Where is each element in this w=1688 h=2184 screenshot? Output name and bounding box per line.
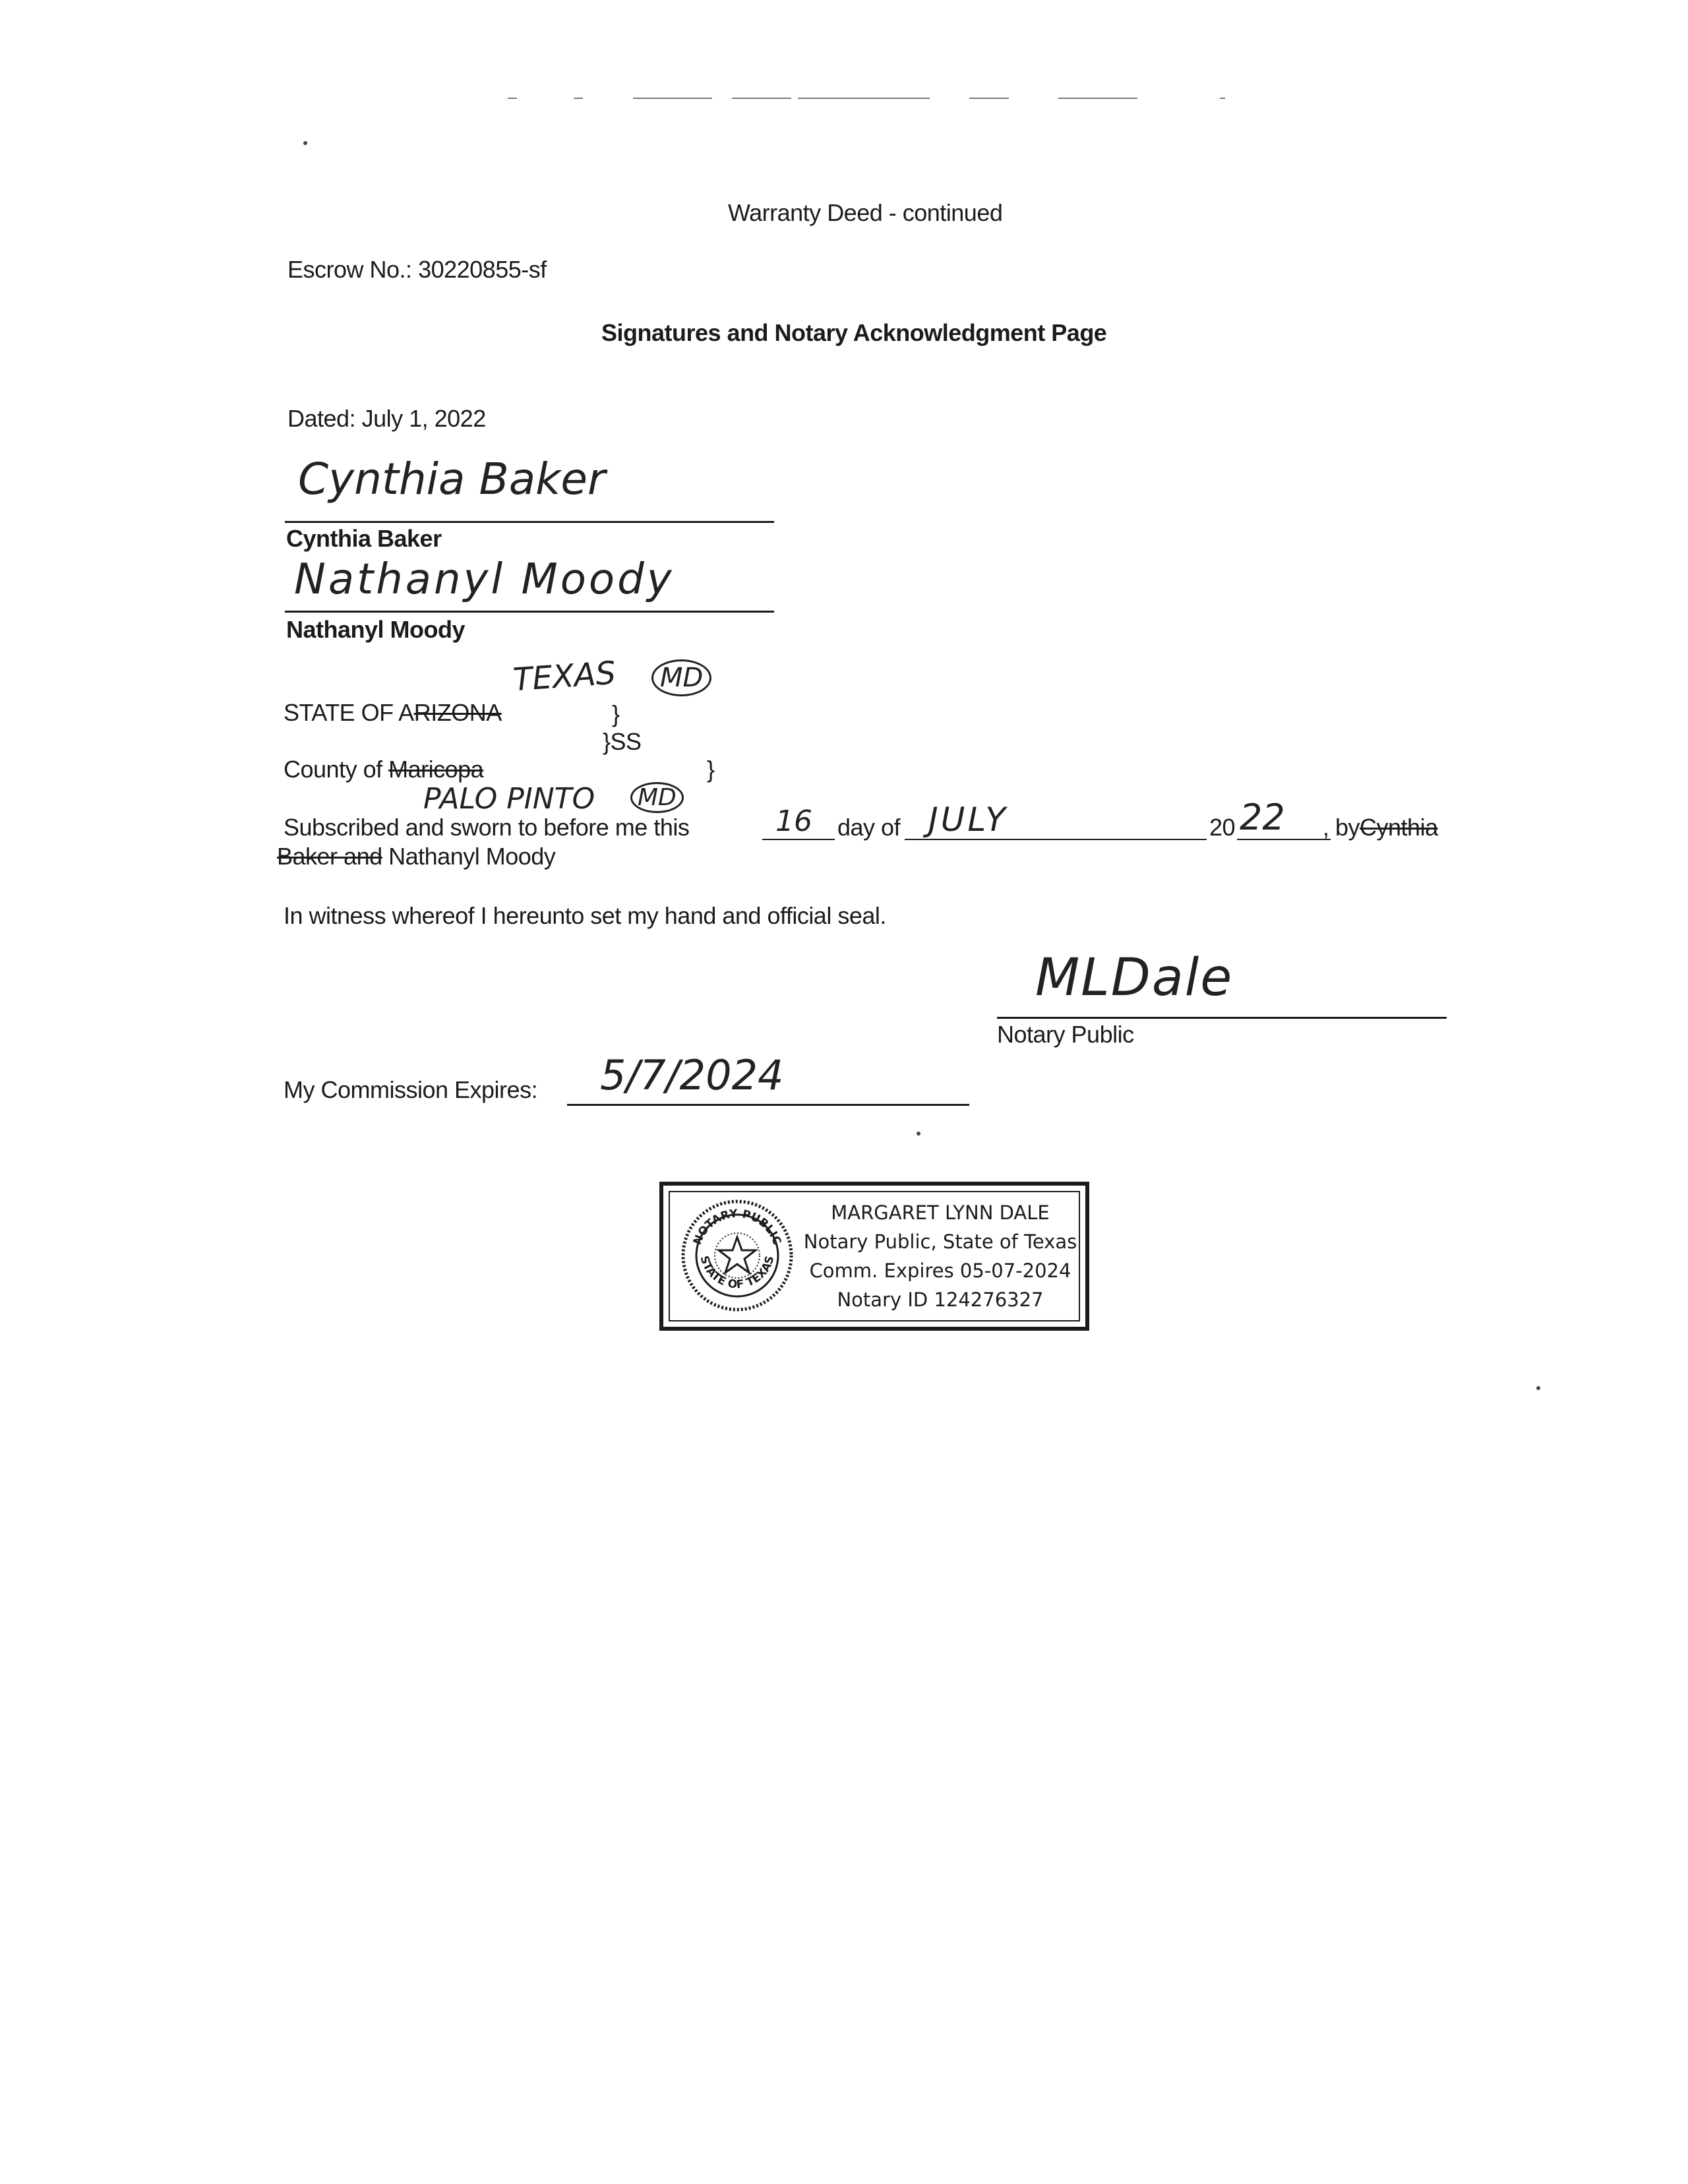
- commission-label: My Commission Expires:: [284, 1076, 538, 1103]
- dated-line: [287, 405, 486, 433]
- notary-label: Notary Public: [997, 1021, 1134, 1048]
- state-line: [284, 699, 502, 727]
- notary-seal-icon: [679, 1198, 795, 1314]
- commission-value: 5/7/2024: [600, 1051, 784, 1099]
- stamp-expires: Comm. Expires 05-07-2024: [809, 1259, 1071, 1282]
- page-title: Signatures and Notary Acknowledgment Page: [601, 319, 1107, 346]
- initials-county: MD: [630, 782, 684, 813]
- signature-line-1: [285, 521, 774, 523]
- escrow-label: Escrow No.:: [287, 256, 412, 283]
- signature-cynthia-baker: Cynthia Baker: [298, 454, 606, 504]
- notary-signature-line: [997, 1017, 1447, 1019]
- county-line: [284, 756, 483, 783]
- by-text: , by: [1323, 814, 1360, 841]
- subscribed-text: Subscribed and sworn to before me this: [284, 814, 690, 841]
- witness-text: In witness whereof I hereunto set my hand and official seal.: [284, 902, 886, 929]
- struck-name-a: Cynthia: [1360, 814, 1438, 841]
- stamp-title: Notary Public, State of Texas: [803, 1230, 1077, 1253]
- day-line: [762, 839, 835, 840]
- names-line: [277, 843, 555, 870]
- notary-stamp: [659, 1182, 1089, 1331]
- ss-mark: }SS: [603, 728, 642, 755]
- initials-state: MD: [651, 659, 711, 696]
- state-prefix: STATE OF A: [284, 699, 414, 726]
- brace-1: }: [612, 700, 620, 727]
- escrow-number: 30220855-sf: [418, 256, 547, 283]
- struck-name-b: Baker and: [277, 843, 382, 870]
- year-value: 22: [1240, 797, 1285, 838]
- deed-header: Warranty Deed - continued: [728, 199, 1003, 226]
- seal-bottom-text: STATE OF TEXAS: [697, 1254, 777, 1292]
- stamp-name: MARGARET LYNN DALE: [831, 1201, 1050, 1224]
- signature-nathanyl-moody: Nathanyl Moody: [294, 555, 675, 604]
- stamp-notary-id: Notary ID 124276327: [837, 1289, 1044, 1311]
- escrow-line: [287, 256, 547, 284]
- seal-top-text: NOTARY PUBLIC: [690, 1207, 784, 1247]
- month-value: JULY: [928, 801, 1008, 839]
- notary-signature: MLDale: [1035, 948, 1234, 1008]
- signature-line-2: [285, 611, 774, 613]
- county-prefix: County of: [284, 756, 389, 783]
- year-line: [1237, 839, 1331, 840]
- remaining-name: Nathanyl Moody: [388, 843, 556, 870]
- state-struck: RIZONA: [413, 699, 502, 726]
- dated-value: July 1, 2022: [361, 405, 486, 432]
- brace-2: }: [707, 756, 715, 783]
- month-line: [905, 839, 1207, 840]
- handwritten-state: TEXAS: [512, 654, 617, 699]
- day-of-text: day of: [837, 814, 901, 841]
- handwritten-county: PALO PINTO: [423, 782, 595, 816]
- year-prefix: 20: [1209, 814, 1236, 841]
- signer-name-1: Cynthia Baker: [286, 525, 442, 552]
- county-struck: Maricopa: [388, 756, 484, 783]
- dated-label: Dated:: [287, 405, 356, 432]
- day-value: 16: [775, 804, 812, 838]
- commission-line: [567, 1104, 969, 1106]
- signer-name-2: Nathanyl Moody: [286, 616, 466, 643]
- by-line: [1323, 814, 1438, 841]
